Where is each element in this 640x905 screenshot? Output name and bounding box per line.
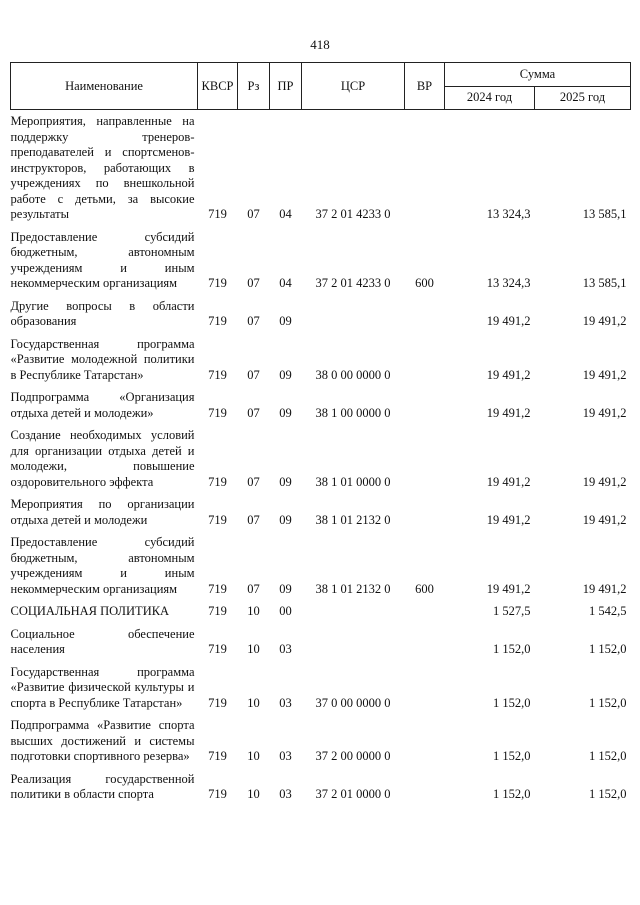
row-vr [405,295,445,333]
table-row [11,493,631,531]
row-sum-2025: 1 152,0 [589,695,627,710]
row-csr: 38 1 00 0000 0 [315,405,391,420]
row-sum-2024: 1 152,0 [493,749,531,763]
row-sum-2024: 1 527,5 [493,604,531,618]
row-rz: 07 [247,405,260,420]
row-rz: 07 [247,474,260,489]
row-name: Государственная программа «Развитие физической культуры и спорта в Республике Татарстан» [10,664,195,710]
row-vr [405,661,445,715]
row-name: Социальное обеспечение населения [10,626,195,656]
header-rz: Рз [238,63,270,110]
row-pr: 09 [279,367,292,382]
row-sum-2025: 19 491,2 [582,512,627,527]
row-sum-2025: 13 585,1 [582,207,627,221]
row-vr [405,386,445,424]
row-sum-2025: 19 491,2 [582,314,627,328]
row-rz: 10 [247,642,260,656]
row-kvsr: 719 [208,405,227,420]
row-name: Другие вопросы в области образования [10,298,195,328]
row-kvsr: 719 [208,642,227,656]
row-vr: 600 [415,581,434,596]
row-pr: 03 [279,642,292,656]
table-body [11,110,631,806]
header-2024: 2024 год [445,86,535,110]
row-pr: 03 [279,695,292,710]
table-row [11,110,631,226]
row-rz: 10 [247,787,260,801]
row-sum-2024: 19 491,2 [486,474,531,489]
row-pr: 04 [279,207,292,221]
row-vr [405,714,445,768]
table-row [11,768,631,806]
row-sum-2025: 19 491,2 [582,581,627,596]
row-sum-2025: 19 491,2 [582,474,627,489]
row-sum-2025: 1 542,5 [589,604,627,618]
header-2025: 2025 год [535,86,631,110]
row-csr: 38 1 01 2132 0 [315,581,391,596]
row-csr [302,295,405,333]
row-rz: 07 [247,207,260,221]
header-name: Наименование [11,63,198,110]
row-rz: 07 [247,276,260,290]
row-pr: 09 [279,474,292,489]
table-row [11,714,631,768]
row-rz: 07 [247,367,260,382]
row-csr: 37 2 00 0000 0 [315,749,391,763]
row-vr [405,623,445,661]
row-sum-2025: 1 152,0 [589,642,627,656]
row-kvsr: 719 [208,314,227,328]
row-sum-2025: 19 491,2 [582,405,627,420]
table-row [11,661,631,715]
budget-table [10,62,631,806]
row-kvsr: 719 [208,695,227,710]
table-row [11,226,631,295]
table-row [11,531,631,600]
row-csr: 38 1 01 2132 0 [315,512,391,527]
row-name: Предоставление субсидий бюджетным, автономным учреждениям и иным некоммерческим организациям [10,229,195,290]
row-csr [302,623,405,661]
table-header [11,63,631,110]
row-sum-2024: 19 491,2 [486,512,531,527]
table-row [11,333,631,387]
table-row [11,424,631,493]
row-csr: 37 2 01 4233 0 [315,207,391,221]
row-sum-2024: 19 491,2 [486,367,531,382]
row-vr [405,600,445,623]
row-sum-2024: 19 491,2 [486,581,531,596]
row-sum-2024: 19 491,2 [486,314,531,328]
row-pr: 09 [279,512,292,527]
header-sum: Сумма [445,63,631,87]
row-name: Мероприятия по организации отдыха детей и молодежи [10,497,195,527]
header-csr: ЦСР [302,63,405,110]
row-csr: 37 2 01 4233 0 [315,276,391,290]
row-sum-2024: 1 152,0 [493,787,531,801]
row-rz: 10 [247,695,260,710]
page-number: 418 [310,37,330,52]
header-pr: ПР [270,63,302,110]
row-vr [405,333,445,387]
row-name: СОЦИАЛЬНАЯ ПОЛИТИКА [10,604,170,618]
table-row [11,600,631,623]
row-pr: 09 [279,314,292,328]
row-csr: 37 0 00 0000 0 [315,695,391,710]
row-vr [405,110,445,226]
row-kvsr: 719 [208,207,227,221]
row-name: Мероприятия, направленные на поддержку тренеров-преподавателей и спортсменов-инструкторов, работающих в учреждениях по внешкольной работе с детьми, за высокие результаты [10,114,195,221]
header-vr: ВР [405,63,445,110]
row-sum-2025: 19 491,2 [582,367,627,382]
row-kvsr: 719 [208,604,227,618]
row-rz: 07 [247,314,260,328]
row-pr: 03 [279,787,292,801]
table-row [11,623,631,661]
row-csr [302,600,405,623]
row-rz: 07 [247,512,260,527]
row-rz: 10 [247,604,260,618]
row-sum-2025: 13 585,1 [582,276,627,290]
row-name: Подпрограмма «Развитие спорта высших достижений и системы подготовки спортивного резерва» [10,718,195,763]
header-kvsr: КВСР [198,63,238,110]
row-rz: 10 [247,749,260,763]
row-csr: 38 1 01 0000 0 [315,474,391,489]
row-pr: 09 [279,581,292,596]
table-row [11,295,631,333]
row-vr: 600 [415,276,434,290]
row-pr: 09 [279,405,292,420]
row-kvsr: 719 [208,474,227,489]
row-csr: 38 0 00 0000 0 [315,367,391,382]
row-name: Предоставление субсидий бюджетным, автономным учреждениям и иным некоммерческим организациям [10,535,195,596]
row-sum-2024: 13 324,3 [486,207,531,221]
row-kvsr: 719 [208,276,227,290]
row-sum-2024: 13 324,3 [486,276,531,290]
row-rz: 07 [247,581,260,596]
row-sum-2024: 1 152,0 [493,695,531,710]
row-name: Подпрограмма «Организация отдыха детей и молодежи» [10,390,195,420]
row-pr: 04 [279,276,292,290]
row-name: Создание необходимых условий для организации отдыха детей и молодежи, повышение оздоровительного эффекта [10,428,195,489]
row-vr [405,493,445,531]
row-kvsr: 719 [208,367,227,382]
row-pr: 03 [279,749,292,763]
row-sum-2024: 19 491,2 [486,405,531,420]
table-row [11,386,631,424]
row-name: Реализация государственной политики в области спорта [10,771,195,801]
row-pr: 00 [279,604,292,618]
row-sum-2025: 1 152,0 [589,787,627,801]
row-sum-2024: 1 152,0 [493,642,531,656]
row-kvsr: 719 [208,787,227,801]
row-vr [405,768,445,806]
row-kvsr: 719 [208,581,227,596]
row-vr [405,424,445,493]
row-csr: 37 2 01 0000 0 [315,787,391,801]
row-kvsr: 719 [208,512,227,527]
row-sum-2025: 1 152,0 [589,749,627,763]
row-kvsr: 719 [208,749,227,763]
row-name: Государственная программа «Развитие молодежной политики в Республике Татарстан» [10,336,195,382]
